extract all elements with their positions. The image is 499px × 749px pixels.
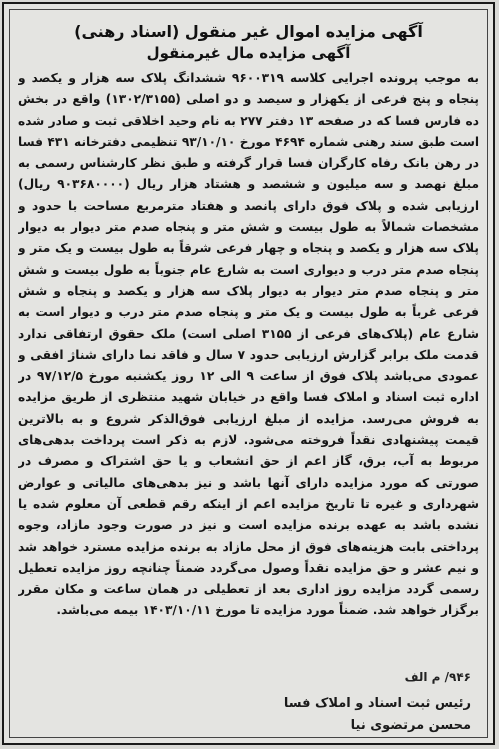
signature-name: محسن مرتضوی نیا xyxy=(350,718,471,733)
notice-body: به موجب پرونده اجرایی کلاسه ۹۶۰۰۳۱۹ ششدانگ پلاک سه هزار و یکصد و پنجاه و پنج فرعی از یکهزار و سیصد و دو اصلی (۱۳۰۲/۳۱۵۵) واقع در بخش ده فارس فسا که در صفحه ۱۳ دفتر ۲۷۷ به نام وحید اخلاقی ثبت و صادر شده است طبق سند رهنی شماره ۴۶۹۴ مورخ ۹۳/۱۰/۱۰ تنظیمی دفترخانه ۴۳۱ فسا در رهن بانک رفاه کارگران فسا قرار گرفته و طبق نظر کارشناس رسمی به مبلغ نهصد و سه میلیون و ششصد و هشتاد هزار ریال (۹۰۳۶۸۰۰۰۰ ریال) ارزیابی شده و پلاک فوق دارای پانصد و هفتاد مترمربع مساحت با حدود و مشخصات شمالاً به طول بیست و شش متر و پنجاه صدم متر دیوار به دیوار پلاک سه هزار و یکصد و پنجاه و چهار فرعی شرقاً به طول بیست و یک متر و پنجاه صدم متر درب و دیواری است به شارع عام جنوباً به طول بیست و شش متر و پنجاه صدم متر دیوار به دیوار پلاک سه هزار و یکصد و پنجاه و شش فرعی غرباً به طول بیست و یک متر و پنجاه صدم متر درب و دیوار است به شارع عام (پلاک‌های فرعی از ۳۱۵۵ اصلی است) ملک حقوق ارتفاقی ندارد قدمت ملک برابر گزارش ارزیابی حدود ۷ سال و فاقد نما دارای شناژ افقی و عمودی می‌باشد پلاک فوق از ساعت ۹ الی ۱۲ روز یکشنبه مورخ ۹۷/۱۲/۵ در اداره ثبت اسناد و املاک فسا واقع در خیابان شهید منتظری از طریق مزایده به فروش می‌رسد. مزایده از مبلغ ارزیابی فوق‌الذکر شروع و به بالاترین قیمت پیشنهادی نقداً فروخته می‌شود. لازم به ذکر است پرداخت بدهی‌های مربوط به آب، برق، گاز اعم از حق انشعاب و یا حق اشتراک و مصرف در صورتی که مورد مزایده دارای آنها باشد و نیز بدهی‌های مالیاتی و عوارض شهرداری و غیره تا تاریخ مزایده اعم از اینکه رقم قطعی آن معلوم شده یا نشده باشد به عهده برنده مزایده است و نیز در صورت وجود مازاد، وجوه پرداختی بابت هزینه‌های فوق از محل مازاد به برنده مزایده مسترد خواهد شد و نیم عشر و حق مزایده نقداً وصول می‌گردد ضمناً چنانچه روز مزایده تعطیل رسمی گردد مزایده روز اداری بعد از تعطیلی در همان ساعت و مکان مقرر برگزار خواهد شد. ضمناً مورد مزایده تا مورخ ۱۴۰۳/۱۰/۱۱ بیمه می‌باشد. xyxy=(18,71,479,618)
page-title: آگهی مزایده اموال غیر منقول (اسناد رهنی) xyxy=(74,22,423,41)
notice-code: ۹۴۶/ م الف xyxy=(404,670,471,684)
newspaper-clipping xyxy=(2,2,495,745)
page-subtitle: آگهی مزایده مال غیرمنقول xyxy=(146,44,351,62)
signature-title: رئیس ثبت اسناد و املاک فسا xyxy=(283,696,471,711)
